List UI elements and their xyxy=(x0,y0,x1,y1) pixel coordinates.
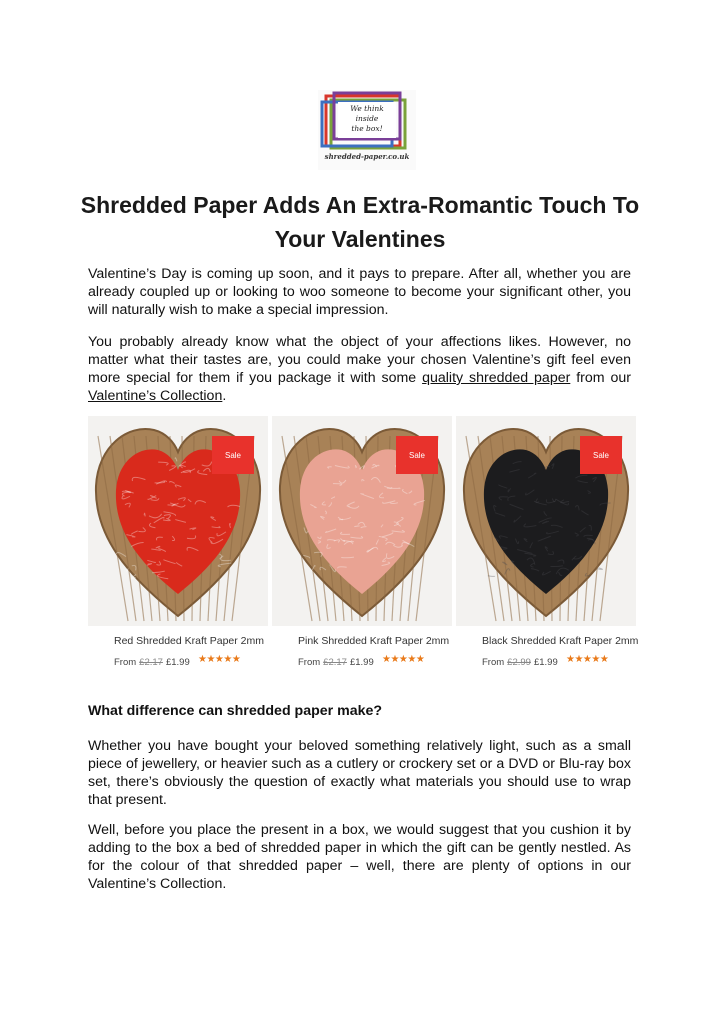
paper-strand xyxy=(387,488,400,489)
product-card-black[interactable] xyxy=(456,416,639,684)
old-price: £2.17 xyxy=(323,657,347,668)
product-grid xyxy=(88,416,639,684)
logo-tagline-line: We think xyxy=(350,104,384,113)
price-from-label: From xyxy=(298,657,321,668)
sale-price: £1.99 xyxy=(349,657,374,668)
body-paragraph: Well, before you place the present in a box, we would suggest that you cushion it by adding to the box a bed of shredded paper in which the gift can be gently nestled. As for the colour of that shredded paper – well, there are plenty of options in our Valentine’s Collection. xyxy=(88,822,631,892)
intro-paragraph: Valentine’s Day is coming up soon, and it pays to prepare. After all, whether you are already coupled up or looking to woo someone to become your significant other, you will naturally wish to make a special impression. xyxy=(88,266,631,318)
section-heading: What difference can shredded paper make? xyxy=(88,703,383,719)
rating-stars-icon: ★★★★★ xyxy=(566,654,609,665)
sale-badge: Sale xyxy=(580,436,622,474)
old-price: £2.99 xyxy=(507,657,531,668)
paper-strand xyxy=(488,576,495,577)
valentines-collection-link[interactable]: Valentine’s Collection xyxy=(88,388,223,404)
gift-paragraph-text: from our xyxy=(570,370,631,386)
gift-paragraph xyxy=(88,333,631,405)
price-from-label: From xyxy=(482,657,505,668)
product-card-pink[interactable] xyxy=(272,416,452,684)
paper-strand xyxy=(597,568,602,570)
product-name[interactable]: Pink Shredded Kraft Paper 2mm xyxy=(298,635,450,647)
logo-tagline-line: inside xyxy=(355,114,379,123)
paper-strand xyxy=(355,526,360,527)
logo-tagline xyxy=(336,104,398,134)
body-paragraph: Whether you have bought your beloved something relatively light, such as a small piece of jewellery, or heavier such as a cutlery or crockery set or a DVD or Blu-ray box set, there’s obviously the question of exactly what materials you should use to wrap that present. xyxy=(88,738,631,808)
quality-shredded-paper-link[interactable]: quality shredded paper xyxy=(422,370,571,386)
sale-badge: Sale xyxy=(396,436,438,474)
sale-badge: Sale xyxy=(212,436,254,474)
page-title: Shredded Paper Adds An Extra-Romantic Touch To Your Valentines xyxy=(80,192,640,252)
old-price: £2.17 xyxy=(139,657,163,668)
product-price xyxy=(114,657,190,668)
logo-tagline-line: the box! xyxy=(351,124,383,133)
product-name[interactable]: Black Shredded Kraft Paper 2mm xyxy=(482,635,639,647)
price-from-label: From xyxy=(114,657,137,668)
product-card-red[interactable] xyxy=(88,416,268,684)
sale-price: £1.99 xyxy=(533,657,558,668)
product-price xyxy=(298,657,374,668)
sale-price: £1.99 xyxy=(165,657,190,668)
rating-stars-icon: ★★★★★ xyxy=(382,654,425,665)
logo-url: shredded-paper.co.uk xyxy=(324,152,410,161)
site-logo[interactable] xyxy=(318,90,416,170)
product-price xyxy=(482,657,558,668)
gift-paragraph-text: . xyxy=(222,388,227,404)
product-name[interactable]: Red Shredded Kraft Paper 2mm xyxy=(114,635,264,647)
gift-paragraph-text: You probably already know what the object of your affections likes. However, no matter what their tastes are, you could make your chosen Valentine’s gift feel even more special for them if you package it with some xyxy=(88,334,631,386)
rating-stars-icon: ★★★★★ xyxy=(198,654,241,665)
